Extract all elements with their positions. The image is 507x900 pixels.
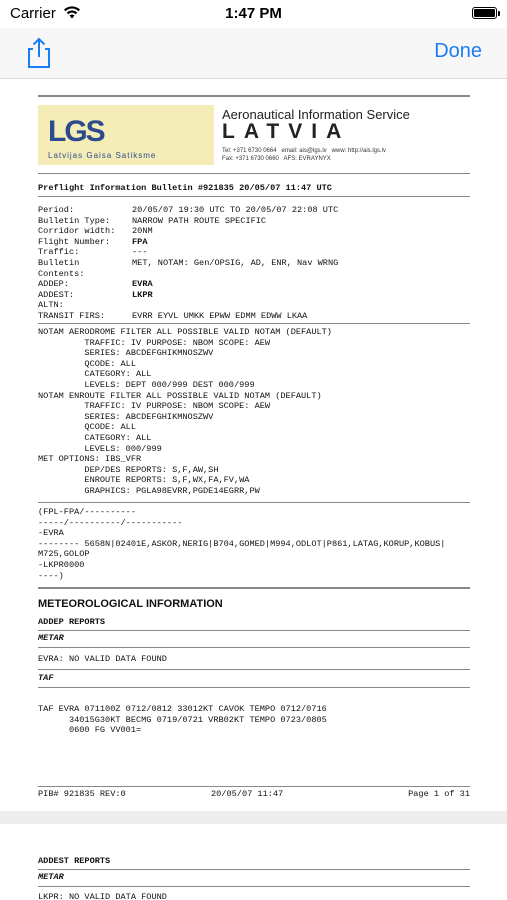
filter-line: TRAFFIC: IV PURPOSE: NBOM SCOPE: AEW xyxy=(38,401,271,412)
field-label: ADDEST: xyxy=(38,289,75,300)
addep-reports-label: ADDEP REPORTS xyxy=(38,617,106,627)
metar-label: METAR xyxy=(38,872,64,882)
field-value: --- xyxy=(132,247,148,258)
filter-line: QCODE: ALL xyxy=(38,422,136,433)
field-label: Contents: xyxy=(38,268,85,279)
field-value: MET, NOTAM: Gen/OPSIG, AD, ENR, Nav WRNG xyxy=(132,257,339,268)
document-page-1 xyxy=(0,79,507,811)
carrier-label: Carrier xyxy=(10,5,56,22)
met-section-title: METEOROLOGICAL INFORMATION xyxy=(38,598,223,610)
divider xyxy=(38,323,470,324)
document-page-2 xyxy=(0,824,507,900)
contact-line-1: Tel: +371 6730 0664 email: ais@lgs.lv www: http://ais.lgs.lv xyxy=(222,148,387,154)
divider xyxy=(38,502,470,503)
status-bar xyxy=(0,0,507,28)
field-label: Period: xyxy=(38,205,75,215)
navigation-bar xyxy=(0,28,507,79)
filter-line: LEVELS: DEPT 000/999 DEST 000/999 xyxy=(38,379,255,390)
divider xyxy=(38,669,470,670)
taf-line: 0600 FG VV001= xyxy=(38,725,142,736)
field-value: 20/05/07 19:30 UTC TO 20/05/07 22:08 UTC xyxy=(132,205,339,215)
filter-line: SERIES: ABCDEFGHIKMNOSZWV xyxy=(38,411,214,422)
done-button[interactable]: Done xyxy=(434,40,482,62)
footer-pib: PIB# 921835 REV:0 xyxy=(38,789,126,799)
divider xyxy=(38,587,470,589)
divider xyxy=(38,687,470,688)
filter-line: TRAFFIC: IV PURPOSE: NBOM SCOPE: AEW xyxy=(38,337,271,348)
top-rule xyxy=(38,95,470,97)
field-value: EVRR EYVL UMKK EPWW EDMM EDWW LKAA xyxy=(132,310,308,321)
flight-plan-line: -----/----------/----------- xyxy=(38,517,183,528)
field-value: 20NM xyxy=(132,226,153,237)
divider xyxy=(38,886,470,887)
filter-line: NOTAM ENROUTE FILTER ALL POSSIBLE VALID NOTAM (DEFAULT) xyxy=(38,390,322,401)
filter-line: LEVELS: 000/999 xyxy=(38,443,162,454)
metar-label: METAR xyxy=(38,633,64,643)
field-label: TRANSIT FIRS: xyxy=(38,310,106,321)
filter-line: CATEGORY: ALL xyxy=(38,432,152,443)
field-label: ADDEP: xyxy=(38,279,69,290)
flight-plan xyxy=(38,507,445,581)
taf-line: 34015G30KT BECMG 0719/0721 VRB02KT TEMPO 0723/0805 xyxy=(38,714,327,725)
divider xyxy=(38,173,470,174)
divider xyxy=(38,630,470,631)
divider xyxy=(38,647,470,648)
filter-line: CATEGORY: ALL xyxy=(38,369,152,380)
taf-text xyxy=(38,704,327,736)
lgs-logo xyxy=(38,105,214,165)
field-label: ALTN: xyxy=(38,300,64,311)
battery-icon xyxy=(472,7,497,19)
flight-plan-line: (FPL-FPA/---------- xyxy=(38,507,136,517)
ais-country: LATVIA xyxy=(222,120,351,143)
filter-line: ENROUTE REPORTS: S,F,WX,FA,FV,WA xyxy=(38,475,250,486)
field-value: FPA xyxy=(132,236,148,247)
filter-line: MET OPTIONS: IBS_VFR xyxy=(38,454,142,465)
field-value: LKPR xyxy=(132,289,153,300)
bulletin-title: Preflight Information Bulletin #921835 20/05/07 11:47 UTC xyxy=(38,183,332,193)
field-label: Flight Number: xyxy=(38,236,111,247)
evra-metar: EVRA: NO VALID DATA FOUND xyxy=(38,654,167,664)
share-icon[interactable] xyxy=(24,36,54,70)
filter-line: GRAPHICS: PGLA98EVRR,PGDE14EGRR,PW xyxy=(38,485,260,496)
filter-line: NOTAM AERODROME FILTER ALL POSSIBLE VALID NOTAM (DEFAULT) xyxy=(38,327,332,337)
footer-page-number: Page 1 of 31 xyxy=(408,789,470,799)
flight-plan-line: ----) xyxy=(38,570,64,581)
contact-line-2: Fax: +371 6730 0660 AFS: EVRAYNYX xyxy=(222,155,331,162)
field-value: NARROW PATH ROUTE SPECIFIC xyxy=(132,215,267,226)
ais-contact xyxy=(222,148,386,163)
addest-reports-label: ADDEST REPORTS xyxy=(38,856,111,866)
pdf-viewer[interactable] xyxy=(0,79,507,900)
ais-title: Aeronautical Information Service xyxy=(222,107,410,122)
field-label: Bulletin Type: xyxy=(38,215,111,226)
field-label: Bulletin xyxy=(38,257,80,268)
flight-plan-line: -LKPR0000 xyxy=(38,559,85,570)
filter-line: SERIES: ABCDEFGHIKMNOSZWV xyxy=(38,348,214,359)
field-value: EVRA xyxy=(132,279,153,290)
taf-line: TAF EVRA 071100Z 0712/0812 33012KT CAVOK TEMPO 0712/0716 xyxy=(38,704,327,714)
logo-text: LGS xyxy=(48,115,104,148)
filter-line: DEP/DES REPORTS: S,F,AW,SH xyxy=(38,464,219,475)
field-label: Corridor width: xyxy=(38,226,116,237)
clock-time: 1:47 PM xyxy=(225,5,282,22)
lkpr-metar: LKPR: NO VALID DATA FOUND xyxy=(38,892,167,900)
flight-plan-line: -------- 5658N|02401E,ASKOR,NERIG|B704,GOMED|M994,ODLOT|P861,LATAG,KORUP,KOBUS| xyxy=(38,538,446,549)
divider xyxy=(38,196,470,197)
filter-line: QCODE: ALL xyxy=(38,358,136,369)
flight-plan-line: -EVRA xyxy=(38,528,64,539)
flight-plan-line: M725,GOLOP xyxy=(38,549,90,560)
notam-filters xyxy=(38,327,332,497)
field-label: Traffic: xyxy=(38,247,80,258)
divider xyxy=(38,869,470,870)
footer-rule xyxy=(38,786,470,787)
footer-date: 20/05/07 11:47 xyxy=(211,789,284,799)
taf-label: TAF xyxy=(38,673,54,683)
logo-subtitle: Latvijas Gaisa Satiksme xyxy=(48,151,157,160)
